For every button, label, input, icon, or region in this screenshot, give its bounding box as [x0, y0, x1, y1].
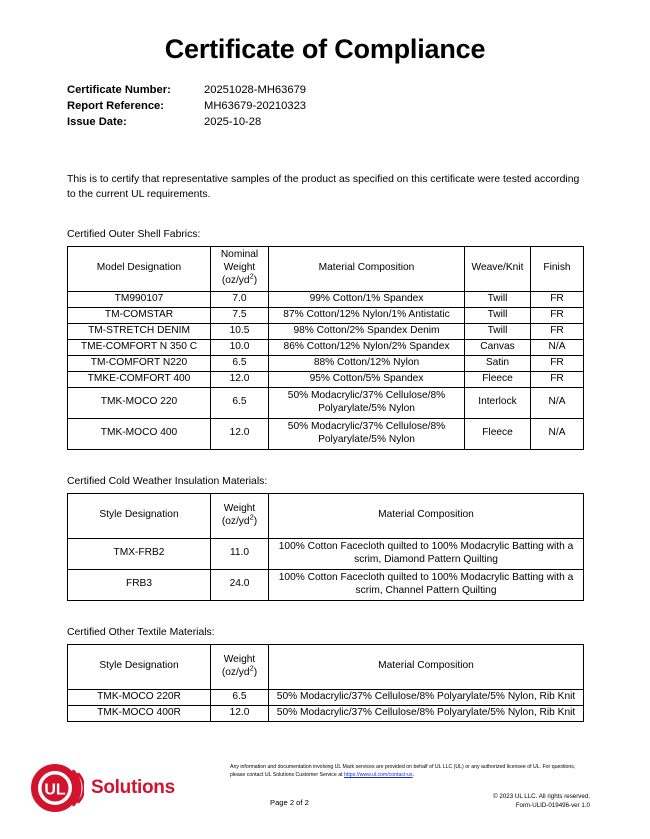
cell-weight: 10.0	[211, 339, 269, 355]
certificate-meta	[0, 83, 650, 131]
table-row	[68, 291, 584, 307]
disclaimer-text-before: Any information and documentation involving UL Mark services are provided on behalf of UL LLC (UL) or any authorized licensee of UL. For questions, please contact UL Solutions Customer Service at	[230, 764, 576, 779]
copyright-text: © 2023 UL LLC. All rights reserved.	[493, 792, 590, 800]
cell-composition: 50% Modacrylic/37% Cellulose/8% Polyarylate/5% Nylon, Rib Knit	[269, 705, 584, 721]
issue-date-value: 2025-10-28	[204, 115, 262, 128]
nominal-weight-line1: Nominal	[220, 249, 259, 261]
cell-model: TMK-MOCO 400	[68, 418, 211, 449]
report-reference-label: Report Reference:	[67, 99, 164, 112]
other-textile-materials-table	[67, 644, 584, 722]
table-row	[68, 569, 584, 600]
cell-composition: 50% Modacrylic/37% Cellulose/8% Polyarylate/5% Nylon	[269, 418, 465, 449]
section-caption-outer-shell: Certified Outer Shell Fabrics:	[67, 228, 201, 240]
cell-model: TM990107	[68, 291, 211, 307]
disclaimer-text-after: .	[412, 772, 415, 779]
meta-row-issue-date	[67, 115, 650, 131]
table-row	[68, 418, 584, 449]
cell-model: TM-COMSTAR	[68, 307, 211, 323]
issue-date-label: Issue Date:	[67, 115, 127, 128]
cell-finish: N/A	[531, 387, 584, 418]
other-textile-table-body	[68, 689, 584, 721]
cell-model: TM-COMFORT N220	[68, 355, 211, 371]
cell-finish: FR	[531, 371, 584, 387]
cell-composition: 98% Cotton/2% Spandex Denim	[269, 323, 465, 339]
cold-weather-table-body	[68, 538, 584, 600]
column-header-style-designation: Style Designation	[68, 644, 211, 689]
cell-finish: N/A	[531, 339, 584, 355]
table-row	[68, 371, 584, 387]
cell-weight: 10.5	[211, 323, 269, 339]
copyright-block	[493, 792, 590, 811]
cell-weight: 6.5	[211, 355, 269, 371]
footer-bottom-row	[230, 792, 590, 818]
weight-unit: $(oz/yd^2)$	[221, 512, 258, 527]
meta-row-certificate-number	[67, 83, 650, 99]
table-row	[68, 538, 584, 569]
table-row	[68, 307, 584, 323]
weight-unit: $(oz/yd^2)$	[221, 663, 258, 678]
contact-us-link[interactable]: https://www.ul.com/contact-us	[344, 772, 413, 779]
footer-text-block	[230, 763, 590, 818]
cell-finish: FR	[531, 291, 584, 307]
cell-weight: 12.0	[211, 418, 269, 449]
cell-weave: Canvas	[465, 339, 531, 355]
cell-weave: Satin	[465, 355, 531, 371]
cell-weave: Twill	[465, 307, 531, 323]
table-row	[68, 689, 584, 705]
column-header-weave-knit: Weave/Knit	[465, 246, 531, 291]
cell-weave: Twill	[465, 291, 531, 307]
cell-finish: FR	[531, 307, 584, 323]
page-number: Page 2 of 2	[270, 797, 309, 807]
certificate-number-value: 20251028-MH63679	[204, 83, 307, 96]
cell-composition: 50% Modacrylic/37% Cellulose/8% Polyarylate/5% Nylon, Rib Knit	[269, 689, 584, 705]
cell-style: TMX-FRB2	[68, 538, 211, 569]
cell-composition: 99% Cotton/1% Spandex	[269, 291, 465, 307]
column-header-material-composition: Material Composition	[269, 246, 465, 291]
cell-style: FRB3	[68, 569, 211, 600]
cell-model: TMKE-COMFORT 400	[68, 371, 211, 387]
cell-weight: 12.0	[211, 705, 269, 721]
form-id-text: Form-ULID-019496-ver 1.0	[515, 802, 590, 810]
nominal-weight-unit: $(oz/yd^2)$	[221, 271, 258, 286]
column-header-nominal-weight	[211, 246, 269, 291]
nominal-weight-line2: Weight	[223, 262, 256, 274]
weight-line1: Weight	[223, 653, 256, 665]
cell-finish: N/A	[531, 418, 584, 449]
section-caption-cold-weather: Certified Cold Weather Insulation Materials:	[67, 475, 268, 487]
cell-weave: Interlock	[465, 387, 531, 418]
ul-mark-icon	[30, 761, 84, 815]
page-title: Certificate of Compliance	[164, 34, 486, 64]
cell-weave: Fleece	[465, 371, 531, 387]
cell-composition: 95% Cotton/5% Spandex	[269, 371, 465, 387]
table-row	[68, 355, 584, 371]
table-row	[68, 705, 584, 721]
column-header-material-composition: Material Composition	[269, 644, 584, 689]
column-header-model-designation: Model Designation	[68, 246, 211, 291]
cell-composition: 88% Cotton/12% Nylon	[269, 355, 465, 371]
certificate-number-label: Certificate Number:	[67, 83, 171, 96]
cell-model: TME-COMFORT N 350 C	[68, 339, 211, 355]
column-header-weight	[211, 493, 269, 538]
meta-row-report-reference	[67, 99, 650, 115]
cold-weather-insulation-table	[67, 493, 584, 601]
column-header-material-composition: Material Composition	[269, 493, 584, 538]
footer-disclaimer	[230, 763, 590, 780]
cell-weight: 24.0	[211, 569, 269, 600]
cell-finish: FR	[531, 355, 584, 371]
section-caption-other-textile: Certified Other Textile Materials:	[67, 626, 215, 638]
page-footer	[0, 759, 650, 829]
cell-model: TMK-MOCO 220	[68, 387, 211, 418]
cell-finish: FR	[531, 323, 584, 339]
cell-composition: 50% Modacrylic/37% Cellulose/8% Polyarylate/5% Nylon	[269, 387, 465, 418]
column-header-style-designation: Style Designation	[68, 493, 211, 538]
cell-weave: Twill	[465, 323, 531, 339]
table-header-row	[68, 246, 584, 291]
table-row	[68, 323, 584, 339]
table-header-row	[68, 493, 584, 538]
outer-shell-fabrics-table	[67, 246, 584, 450]
table-row	[68, 339, 584, 355]
column-header-weight	[211, 644, 269, 689]
cell-model: TM-STRETCH DENIM	[68, 323, 211, 339]
cell-weight: 12.0	[211, 371, 269, 387]
certification-statement: This is to certify that representative samples of the product as specified on this certificate were tested according to the current UL requirements.	[67, 174, 580, 201]
column-header-finish: Finish	[531, 246, 584, 291]
svg-text:UL: UL	[44, 781, 66, 799]
weight-line1: Weight	[223, 502, 256, 514]
cell-composition: 100% Cotton Facecloth quilted to 100% Modacrylic Batting with a scrim, Channel Pattern Quilting	[269, 569, 584, 600]
cell-weight: 6.5	[211, 689, 269, 705]
cell-composition: 100% Cotton Facecloth quilted to 100% Modacrylic Batting with a scrim, Diamond Pattern Quilting	[269, 538, 584, 569]
ul-solutions-wordmark: Solutions	[91, 777, 175, 798]
cell-weight: 11.0	[211, 538, 269, 569]
cell-composition: 86% Cotton/12% Nylon/2% Spandex	[269, 339, 465, 355]
cell-style: TMK-MOCO 220R	[68, 689, 211, 705]
cell-style: TMK-MOCO 400R	[68, 705, 211, 721]
outer-shell-table-body	[68, 291, 584, 449]
report-reference-value: MH63679-20210323	[204, 99, 307, 112]
table-header-row	[68, 644, 584, 689]
table-row	[68, 387, 584, 418]
cell-composition: 87% Cotton/12% Nylon/1% Antistatic	[269, 307, 465, 323]
cell-weight: 6.5	[211, 387, 269, 418]
cell-weight: 7.5	[211, 307, 269, 323]
cell-weight: 7.0	[211, 291, 269, 307]
ul-solutions-logo	[30, 761, 175, 815]
cell-weave: Fleece	[465, 418, 531, 449]
